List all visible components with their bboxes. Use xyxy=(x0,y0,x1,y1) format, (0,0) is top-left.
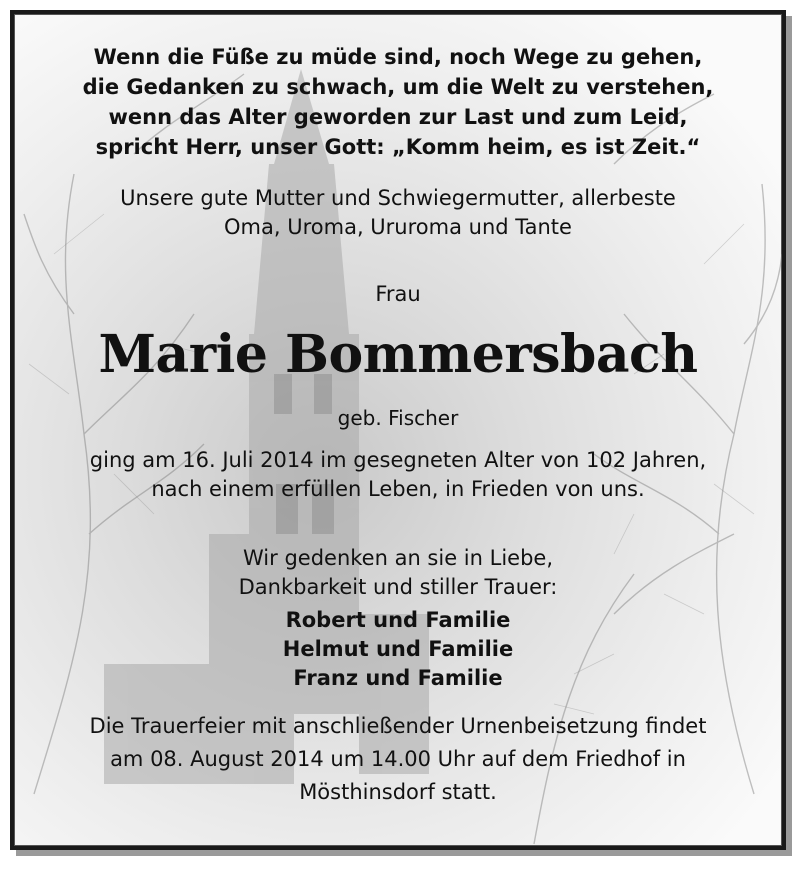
family-member: Franz und Familie xyxy=(293,666,503,690)
intro-line: Oma, Uroma, Ururoma und Tante xyxy=(224,215,572,239)
salutation: Frau xyxy=(375,282,421,306)
family-list xyxy=(14,606,782,693)
poem-line: die Gedanken zu schwach, um die Welt zu verstehen, xyxy=(82,75,714,99)
funeral-line: Die Trauerfeier mit anschließender Urnenbeisetzung findet xyxy=(89,714,707,738)
funeral-details xyxy=(14,710,782,809)
family-member: Helmut und Familie xyxy=(282,637,514,661)
birth-name: geb. Fischer xyxy=(337,406,459,430)
remembrance-text xyxy=(14,544,782,602)
intro-text xyxy=(14,184,782,242)
obituary-frame xyxy=(10,10,786,850)
remembrance-line: Wir gedenken an sie in Liebe, xyxy=(243,546,553,570)
obituary-content xyxy=(14,14,782,846)
death-notice-line: nach einem erfüllen Leben, in Frieden von uns. xyxy=(151,477,645,501)
poem-verse xyxy=(14,42,782,162)
poem-line: Wenn die Füße zu müde sind, noch Wege zu gehen, xyxy=(93,45,703,69)
poem-line: spricht Herr, unser Gott: „Komm heim, es ist Zeit.“ xyxy=(95,135,701,159)
family-member: Robert und Familie xyxy=(285,608,511,632)
deceased-name: Marie Bommersbach xyxy=(98,324,698,385)
death-notice xyxy=(14,446,782,504)
death-notice-line: ging am 16. Juli 2014 im gesegneten Alter von 102 Jahren, xyxy=(89,448,707,472)
funeral-line: am 08. August 2014 um 14.00 Uhr auf dem Friedhof in xyxy=(110,747,686,771)
intro-line: Unsere gute Mutter und Schwiegermutter, allerbeste xyxy=(120,186,676,210)
poem-line: wenn das Alter geworden zur Last und zum Leid, xyxy=(108,105,688,129)
remembrance-line: Dankbarkeit und stiller Trauer: xyxy=(238,575,558,599)
funeral-line: Mösthinsdorf statt. xyxy=(299,780,497,804)
